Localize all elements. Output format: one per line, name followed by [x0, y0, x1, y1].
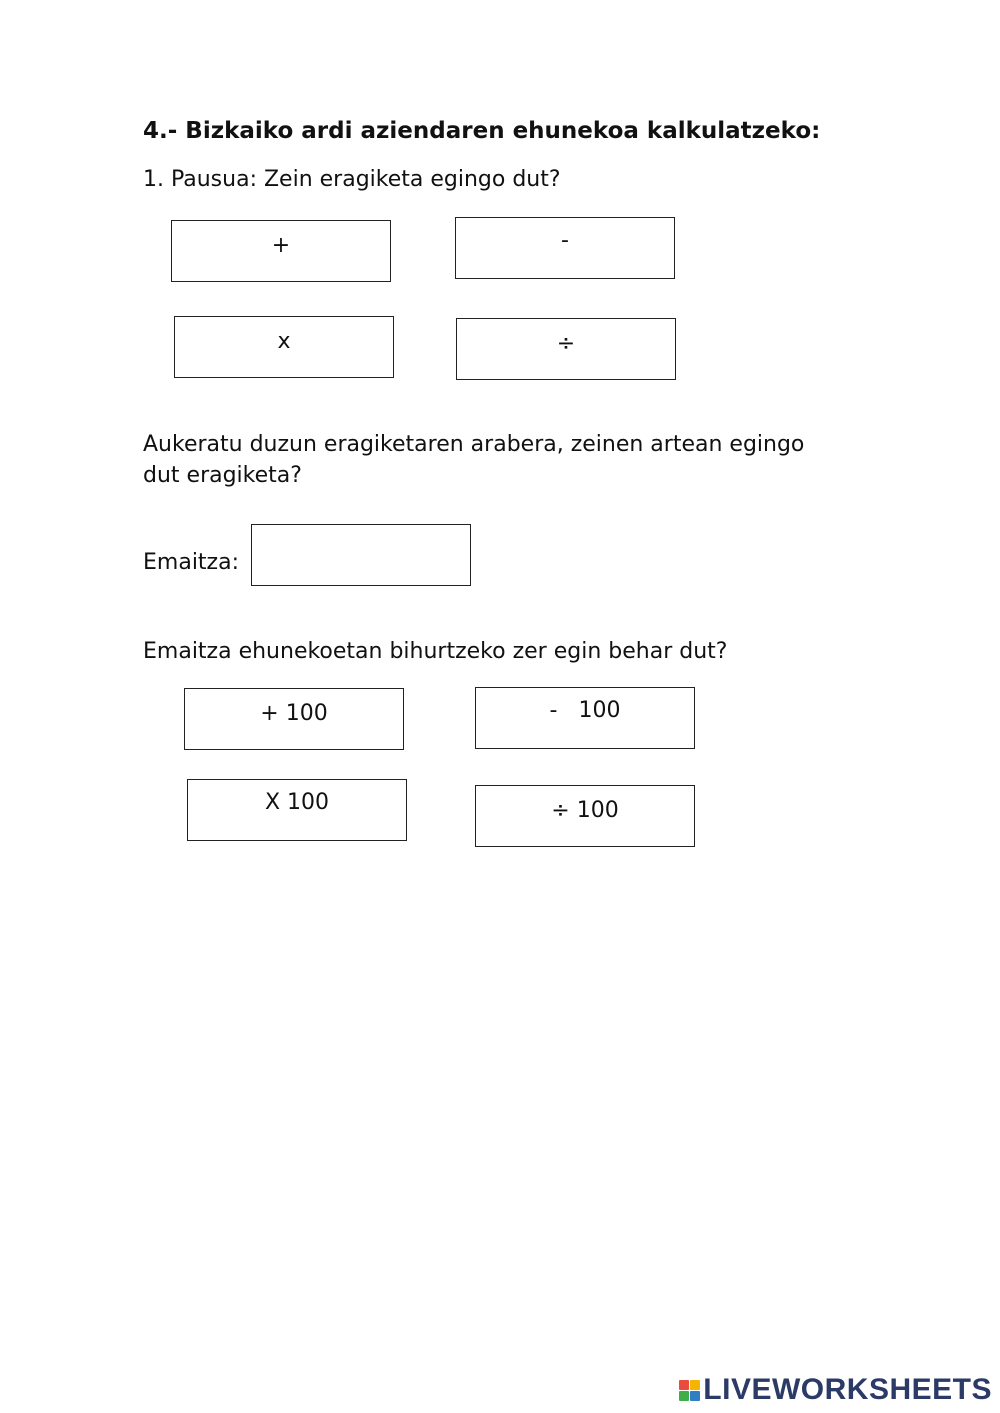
liveworksheets-logo [679, 1373, 992, 1407]
option-divide-100-label: ÷ 100 [551, 798, 619, 823]
option-plus-100-box[interactable] [184, 688, 404, 750]
option-divide-label: ÷ [556, 331, 576, 356]
option-plus-box[interactable] [171, 220, 391, 282]
option-plus-100-label: + 100 [260, 701, 328, 726]
result-input[interactable] [251, 524, 471, 586]
step2-question [143, 429, 804, 491]
result-label: Emaitza: [143, 550, 239, 575]
step1-question: 1. Pausua: Zein eragiketa egingo dut? [143, 167, 561, 192]
liveworksheets-logo-icon [679, 1380, 700, 1401]
logo-square-blue [690, 1391, 700, 1401]
option-minus-100-box[interactable] [475, 687, 695, 749]
step2-question-line2: dut eragiketa? [143, 463, 302, 488]
step3-question: Emaitza ehunekoetan bihurtzeko zer egin behar dut? [143, 639, 728, 664]
option-times-100-label: X 100 [264, 790, 330, 815]
logo-square-green [679, 1391, 689, 1401]
option-minus-label: - [561, 228, 569, 253]
option-divide-100-box[interactable] [475, 785, 695, 847]
liveworksheets-brand-text: LIVEWORKSHEETS [703, 1373, 992, 1406]
option-plus-label: + [271, 233, 291, 258]
option-minus-box[interactable] [455, 217, 675, 279]
option-multiply-box[interactable] [174, 316, 394, 378]
step2-question-line1: Aukeratu duzun eragiketaren arabera, zeinen artean egingo [143, 432, 805, 457]
option-divide-box[interactable] [456, 318, 676, 380]
exercise-heading: 4.- Bizkaiko ardi aziendaren ehunekoa kalkulatzeko: [143, 118, 821, 144]
option-minus-100-label: - 100 [549, 698, 621, 723]
option-times-100-box[interactable] [187, 779, 407, 841]
logo-square-yellow [690, 1380, 700, 1390]
option-multiply-label: x [277, 329, 291, 354]
logo-square-red [679, 1380, 689, 1390]
